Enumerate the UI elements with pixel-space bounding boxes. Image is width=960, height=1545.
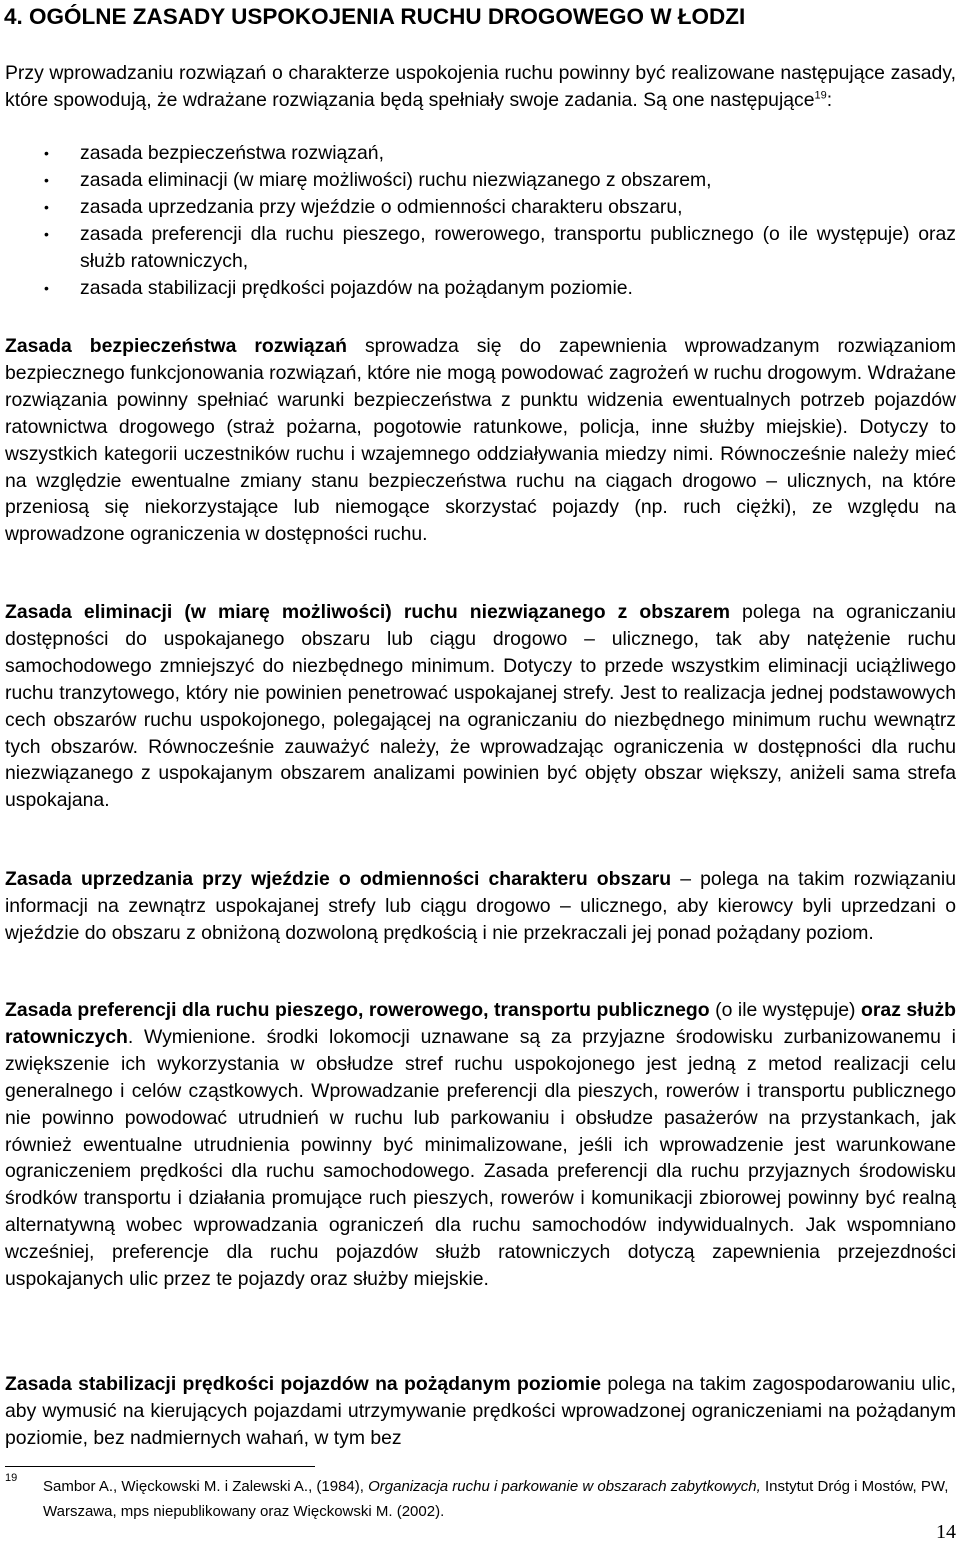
preference-text: . Wymienione. środki lokomocji uznawane są za przyjazne środowisku zurbanizowanemu i zwiększenie ich wykorzystania w obsłudze stref ruchu uspokojonego jest jedną z metod realizacji celu generalnego i celów cząstkowych. Wprowadzanie preferencji dla pieszych, rowerów i transportu publicznego nie powinno powodować utrudnień w ruchu lub parkowaniu i obsłudze pasażerów na przystankach, jak również ewentualne utrudnienia powinny być minimalizowane, jeśli ich wprowadzenie jest warunkowane ograniczeniem prędkości dla ruchu samochodowego. Zasada preferencji dla ruchu przyjaznych środowisku środków transportu i działania promujące ruch pieszych, rowerów i komunikacji zbiorowej powinny być realną alternatywną wobec wprowadzania ograniczeń dla ruchu samochodów indywidualnych. Jak wspomniano wcześniej, preferencje dla ruchu pojazdów służb ratowniczych dotyczą zapewnienia przejezdności uspokajanych ulic przez te pojazdy oraz służby miejskie. — [5, 1025, 956, 1291]
page-number: 14 — [936, 1521, 956, 1543]
footnote-authors: Sambor A., Więckowski M. i Zalewski A., (1984), — [43, 1478, 369, 1495]
preference-title: Zasada preferencji dla ruchu pieszego, rowerowego, transportu publicznego — [5, 999, 710, 1021]
bullet-icon: • — [44, 145, 49, 161]
bullet-icon: • — [44, 225, 49, 242]
warning-text: – polega na takim rozwiązaniu informacji na zewnątrz uspokajanej strefy lub ciągu drogowo – ulicznego, aby kierowcy byli uprzedzani o wjeździe do obszaru z obniżoną dozwoloną prędkością i nie przekraczali jej ponad pożądany poziom. — [5, 868, 957, 944]
warning-paragraph — [5, 866, 956, 947]
intro-text: Przy wprowadzaniu rozwiązań o charakterze uspokojenia ruchu powinny być realizowane następujące zasady, które spowodują, że wdrażane rozwiązania będą spełniały swoje zadania. Są one następujące — [5, 62, 956, 111]
stabilization-title: Zasada stabilizacji prędkości pojazdów na pożądanym poziomie — [5, 1373, 602, 1395]
list-item — [0, 167, 956, 194]
stabilization-paragraph — [5, 1371, 956, 1452]
list-item-text: zasada uprzedzania przy wjeździe o odmienności charakteru obszaru, — [80, 195, 683, 218]
list-item — [0, 221, 956, 275]
footnote-divider — [5, 1466, 315, 1467]
footnote-reference[interactable]: 19 — [814, 89, 827, 102]
safety-text: sprowadza się do zapewnienia wprowadzanym rozwiązaniom bezpiecznego funkcjonowania rozwiązań, które nie mogą powodować zagrożeń w ruchu drogowym. Wdrażane rozwiązania powinny spełniać warunki bezpieczeństwa z punktu widzenia ewentualnych potrzeb pojazdów ratownictwa drogowego (straż pożarna, pogotowie ratunkowe, policja, inne służby miejskie). Dotyczy to wszystkich kategorii uczestników ruchu i wzajemnego oddziaływania miedzy nimi. Równocześnie należy mieć na względzie ewentualne zmiany stanu bezpieczeństwa ruchu na ciągach drogowo – ulicznych, na które przeniosą się niekorzystające lub niemogące skorzystać pojazdy (np. ruch ciężki), ze względu na wprowadzone ograniczenia w dostępności ruchu. — [5, 335, 956, 546]
preference-paragraph — [5, 997, 956, 1293]
list-item — [0, 140, 956, 167]
bullet-icon: • — [44, 198, 49, 215]
footnote-text — [43, 1474, 960, 1524]
warning-title: Zasada uprzedzania przy wjeździe o odmienności charakteru obszaru — [5, 868, 672, 890]
safety-paragraph — [5, 333, 956, 548]
preference-middle: (o ile występuje) — [709, 999, 862, 1021]
elimination-text: polega na ograniczaniu dostępności do uspokajanego obszaru lub ciągu drogowo – ulicznego, tak aby natężenie ruchu samochodowego zmniejszyć do niezbędnego minimum. Dotyczy to przede wszystkim eliminacji uciążliwego ruchu tranzytowego, który nie powinien penetrować uspokajanej strefy. Jest to realizacja jednej podstawowych cech obszarów ruchu uspokojonego, polegającej na ograniczaniu do niezbędnego minimum ruchu wewnątrz tych obszarów. Równocześnie zauważyć należy, że wprowadzając ograniczenia w dostępności dla ruchu niezwiązanego z uspokajanym obszarem analizami powinien być objęty obszar większy, aniżeli sama strefa uspokajana. — [5, 601, 956, 812]
footnote-title: Organizacja ruchu i parkowanie w obszarach zabytkowych, — [368, 1478, 761, 1495]
principles-list — [0, 140, 956, 301]
elimination-paragraph — [5, 599, 956, 814]
intro-suffix: : — [826, 88, 833, 111]
bullet-icon: • — [44, 171, 49, 188]
footnote-rest: Instytut Dróg i Mostów, PW, Warszawa, mps niepublikowany oraz Więckowski M. (2002). — [43, 1478, 949, 1520]
list-item — [0, 194, 956, 221]
section-heading: 4. OGÓLNE ZASADY USPOKOJENIA RUCHU DROGOWEGO W ŁODZI — [4, 4, 746, 29]
elimination-title: Zasada eliminacji (w miarę możliwości) ruchu niezwiązanego z obszarem — [5, 601, 730, 623]
intro-paragraph — [5, 60, 956, 114]
list-item-text: zasada stabilizacji prędkości pojazdów na pożądanym poziomie. — [80, 276, 633, 299]
stabilization-text: polega na takim zagospodarowaniu ulic, aby wymusić na kierujących pojazdami utrzymywanie prędkości wprowadzonej ograniczeniami na pożądanym poziomie, bez nadmiernych wahań, w tym bez — [5, 1373, 956, 1449]
safety-title: Zasada bezpieczeństwa rozwiązań — [5, 335, 347, 357]
preference-title-2: oraz służb ratowniczych — [5, 999, 956, 1048]
footnote-number: 19 — [5, 1472, 18, 1484]
bullet-icon: • — [44, 279, 49, 296]
list-item-text: zasada preferencji dla ruchu pieszego, rowerowego, transportu publicznego (o ile występuje) oraz służb ratowniczych, — [80, 222, 956, 272]
list-item-text: zasada bezpieczeństwa rozwiązań, — [80, 142, 384, 164]
footnote — [5, 1474, 960, 1524]
list-item-text: zasada eliminacji (w miarę możliwości) ruchu niezwiązanego z obszarem, — [80, 168, 712, 191]
list-item — [0, 275, 956, 302]
